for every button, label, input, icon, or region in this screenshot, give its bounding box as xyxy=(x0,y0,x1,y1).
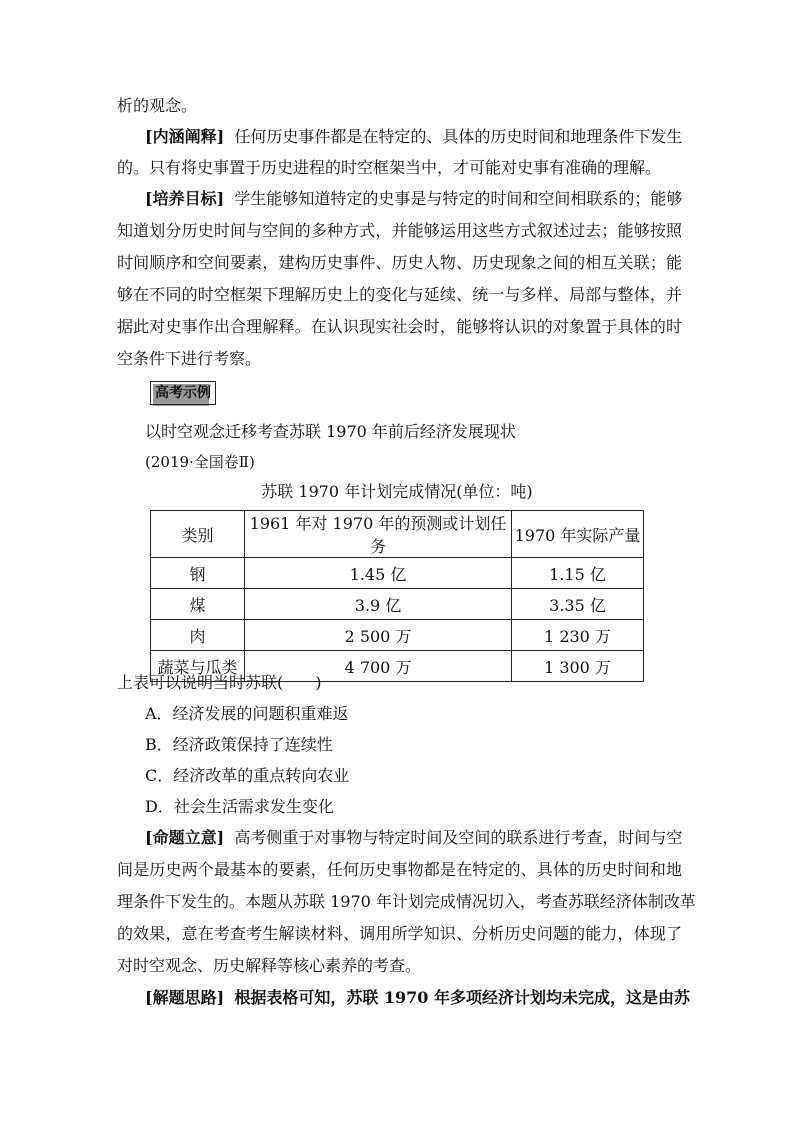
table-header-cell: 1961 年对 1970 年的预测或计划任务 xyxy=(245,511,512,558)
data-table xyxy=(150,510,644,682)
table-cell: 1.15 亿 xyxy=(512,558,644,589)
table-header-cell: 类别 xyxy=(151,511,245,558)
intro-tail: 析的观念。 xyxy=(117,96,198,115)
peiyang-para-line-2: 知道划分历史时间与空间的多种方式，并能够运用这些方式叙述过去；能够按照 xyxy=(117,221,682,240)
table-cell: 2 500 万 xyxy=(245,620,512,651)
example-title: 以时空观念迁移考查苏联 1970 年前后经济发展现状 xyxy=(145,422,516,441)
table-cell: 4 700 万 xyxy=(245,651,512,682)
option-c: C．经济改革的重点转向农业 xyxy=(145,766,350,785)
question-stem: 上表可以说明当时苏联( ) xyxy=(117,673,322,692)
table-cell: 3.35 亿 xyxy=(512,589,644,620)
table-header-cell: 1970 年实际产量 xyxy=(512,511,644,558)
table-cell: 1 300 万 xyxy=(512,651,644,682)
peiyang-text-1: 学生能够知道特定的史事是与特定的时间和空间相联系的；能够 xyxy=(234,189,683,208)
peiyang-para-line-6: 空条件下进行考察。 xyxy=(117,349,262,368)
peiyang-para-line-1 xyxy=(145,189,682,209)
peiyang-para-line-4: 够在不同的时空框架下理解历史上的变化与延续、统一与多样、局部与整体，并 xyxy=(117,285,682,304)
jieti-para-line-1 xyxy=(145,988,691,1008)
option-b: B．经济政策保持了连续性 xyxy=(145,735,333,754)
option-d: D．社会生活需求发生变化 xyxy=(145,797,334,816)
mingti-para-line-4: 的效果，意在考查考生解读材料、调用所学知识、分析历史问题的能力，体现了 xyxy=(117,924,682,943)
table-caption: 苏联 1970 年计划完成情况(单位：吨) xyxy=(261,482,533,501)
peiyang-para-line-5: 据此对史事作出合理解释。在认识现实社会时，能够将认识的对象置于具体的时 xyxy=(117,317,682,336)
table-cell: 1 230 万 xyxy=(512,620,644,651)
mingti-para-line-1 xyxy=(145,828,682,848)
mingti-text-1: 高考侧重于对事物与特定时间及空间的联系进行考查，时间与空 xyxy=(234,828,683,847)
table-cell: 1.45 亿 xyxy=(245,558,512,589)
jieti-text-1: 根据表格可知，苏联 1970 年多项经济计划均未完成，这是由苏 xyxy=(234,988,691,1007)
example-tag: 高考示例 xyxy=(150,381,216,405)
table-row xyxy=(151,589,644,620)
neihan-tag: [内涵阐释] xyxy=(145,127,225,146)
neihan-para-line-1 xyxy=(145,127,682,147)
table-cell: 肉 xyxy=(151,620,245,651)
table-cell: 3.9 亿 xyxy=(245,589,512,620)
peiyang-tag: [培养目标] xyxy=(145,189,225,208)
table-row xyxy=(151,558,644,589)
mingti-para-line-3: 理条件下发生的。本题从苏联 1970 年计划完成情况切入，考查苏联经济体制改革 xyxy=(117,892,696,911)
neihan-para-line-2: 的。只有将史事置于历史进程的时空框架当中，才可能对史事有准确的理解。 xyxy=(117,158,662,177)
table-row xyxy=(151,620,644,651)
mingti-para-line-2: 间是历史两个最基本的要素，任何历史事物都是在特定的、具体的历史时间和地 xyxy=(117,860,682,879)
mingti-tag: [命题立意] xyxy=(145,828,225,847)
jieti-tag: [解题思路] xyxy=(145,988,225,1007)
table-header-row xyxy=(151,511,644,558)
table-cell: 蔬菜与瓜类 xyxy=(151,651,245,682)
peiyang-para-line-3: 时间顺序和空间要素，建构历史事件、历史人物、历史现象之间的相互关联；能 xyxy=(117,253,682,272)
neihan-text-1: 任何历史事件都是在特定的、具体的历史时间和地理条件下发生 xyxy=(234,127,683,146)
table-cell: 煤 xyxy=(151,589,245,620)
table-cell: 钢 xyxy=(151,558,245,589)
example-source: (2019·全国卷Ⅱ) xyxy=(145,453,255,471)
option-a: A．经济发展的问题积重难返 xyxy=(145,704,349,723)
mingti-para-line-5: 对时空观念、历史解释等核心素养的考查。 xyxy=(117,956,422,975)
